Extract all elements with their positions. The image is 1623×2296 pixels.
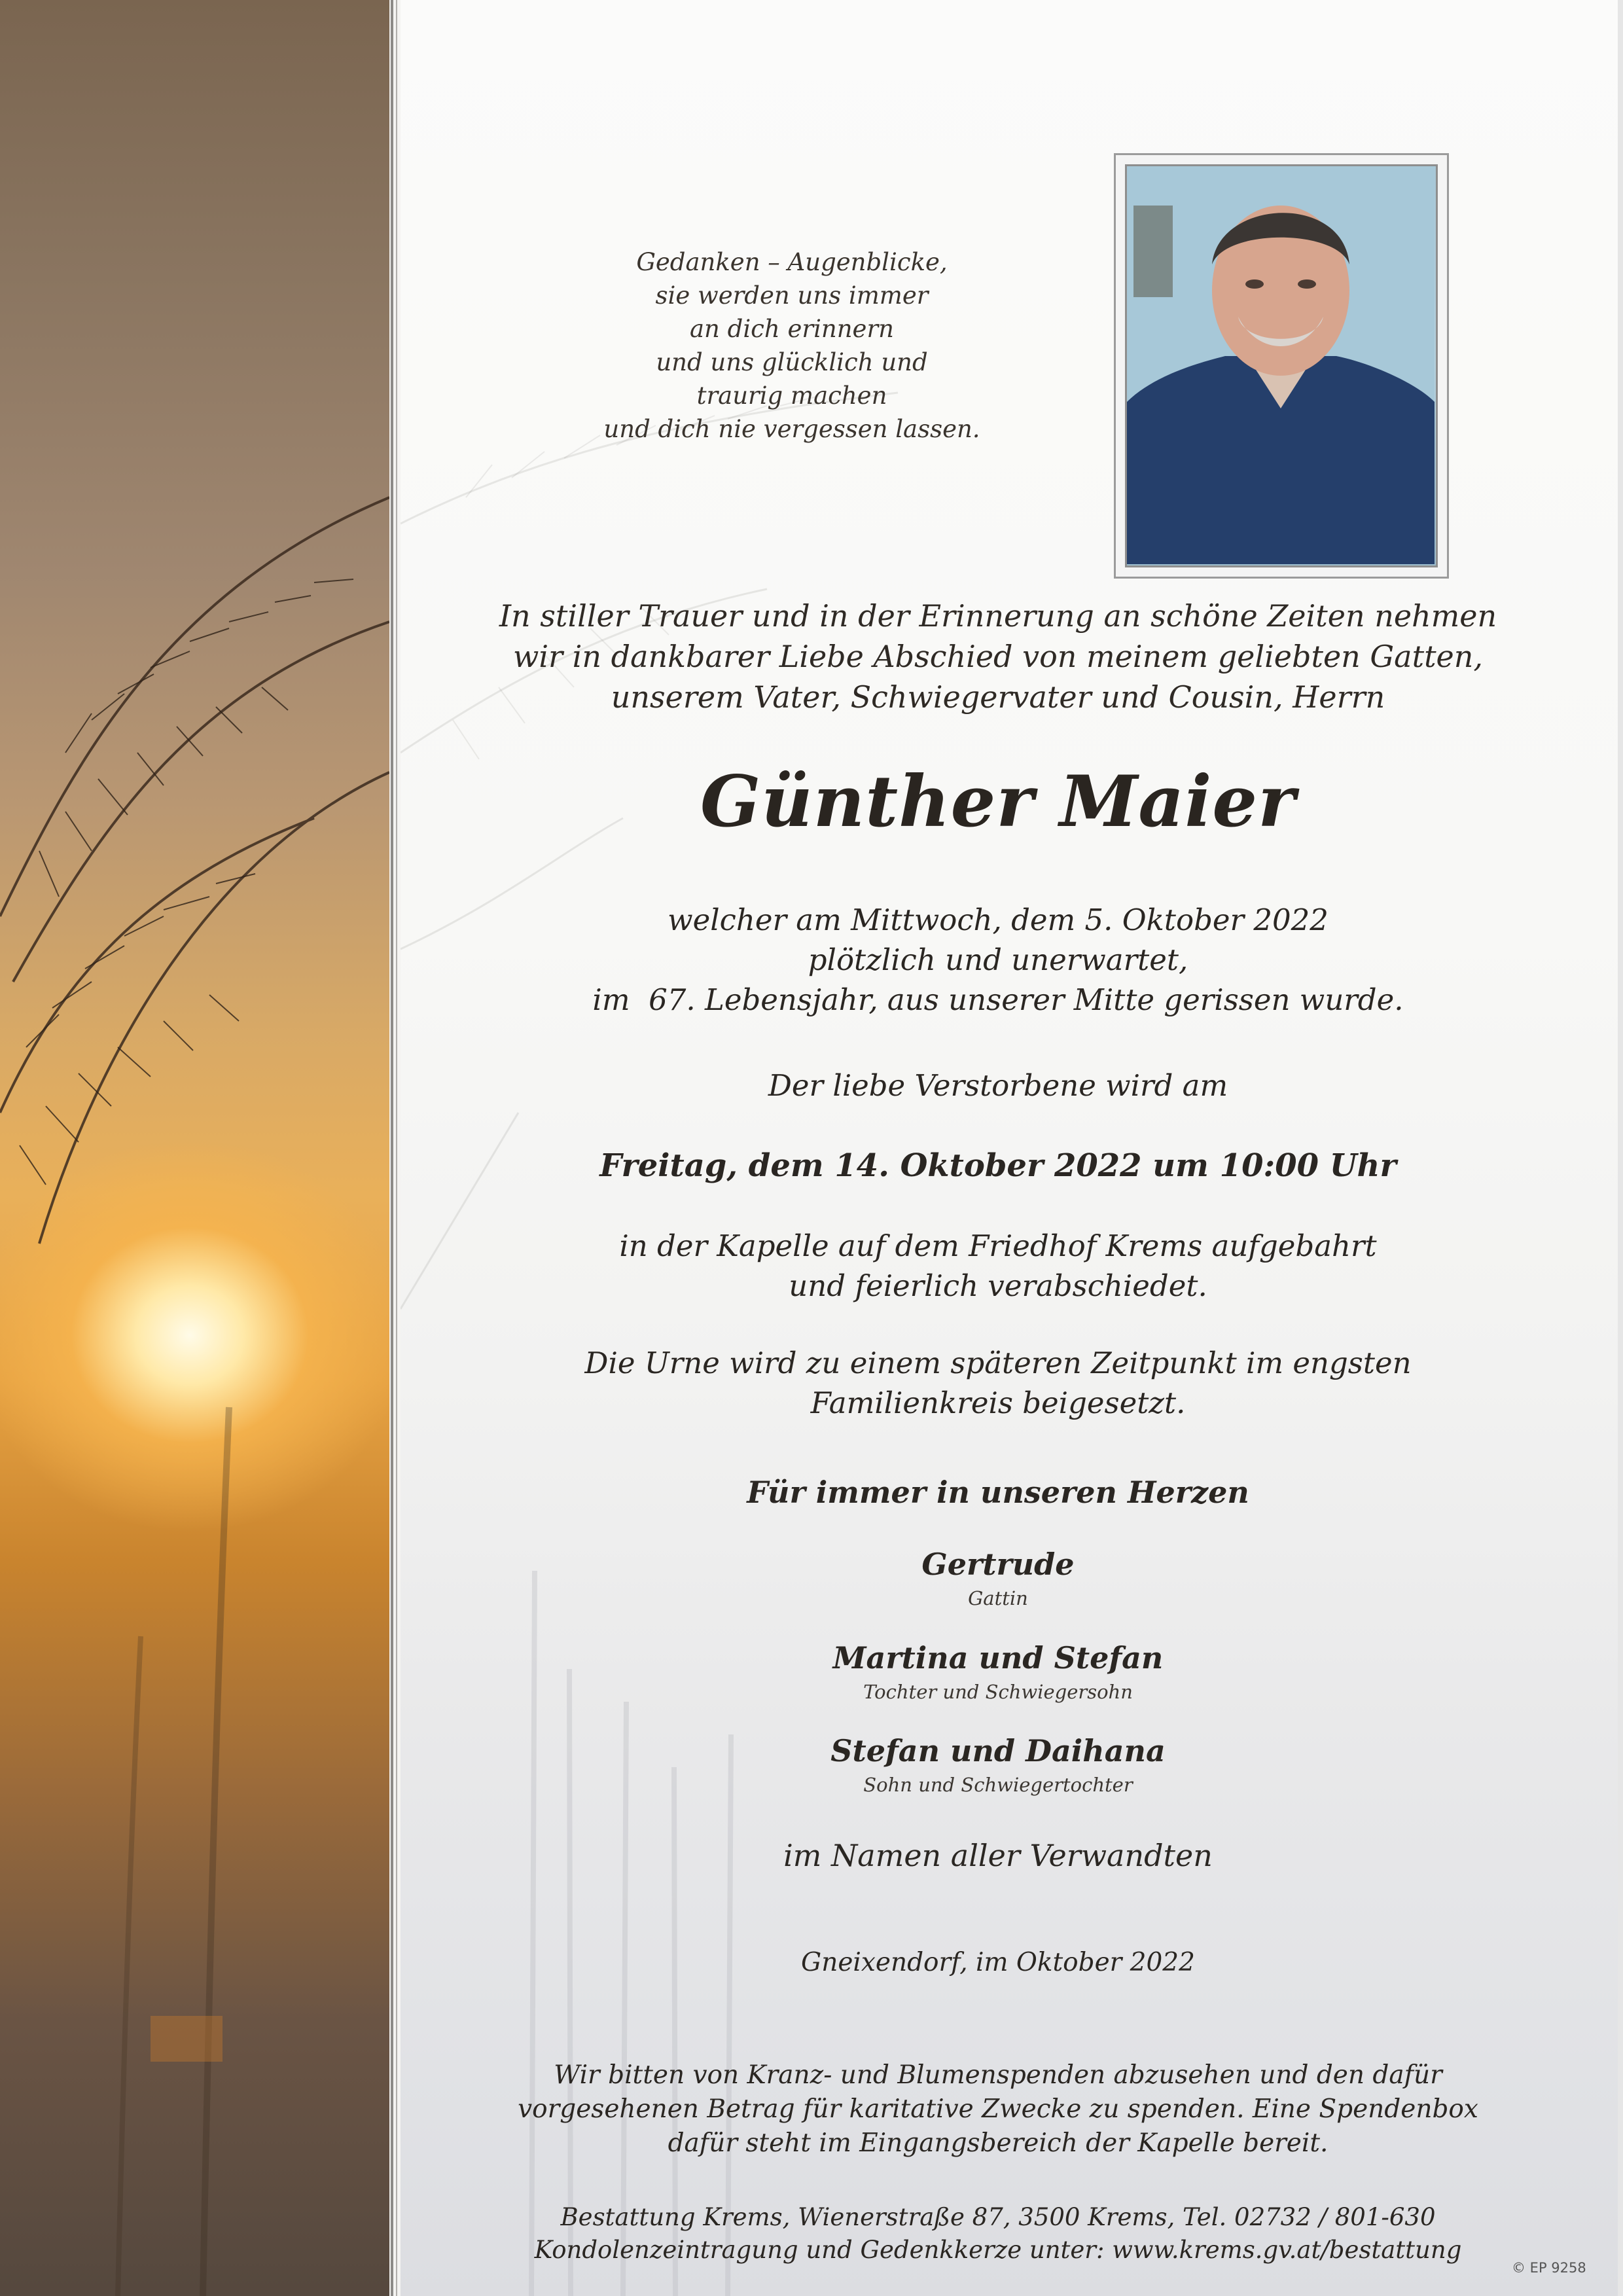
- divider-line-right: [396, 0, 397, 2296]
- intro-line: unserem Vater, Schwiegervater und Cousin, Herrn: [611, 679, 1385, 715]
- chapel-text: [458, 1226, 1538, 1306]
- death-details: [458, 900, 1538, 1020]
- death-line: plötzlich und unerwartet,: [808, 942, 1188, 977]
- intro-text: [458, 596, 1538, 717]
- mourner-name: Martina und Stefan: [832, 1640, 1164, 1676]
- poem-line: traurig machen: [696, 382, 887, 410]
- mourner-role: Sohn und Schwiegertochter: [863, 1774, 1133, 1796]
- mourner-name: Stefan und Daihana: [830, 1733, 1166, 1768]
- poem-line: sie werden uns immer: [655, 281, 929, 310]
- death-line: im 67. Lebensjahr, aus unserer Mitte gerissen wurde.: [592, 982, 1404, 1017]
- reference-code: © EP 9258: [1512, 2260, 1586, 2276]
- poem-line: an dich erinnern: [690, 315, 894, 343]
- relatives-text: im Namen aller Verwandten: [783, 1838, 1213, 1873]
- donation-note: [458, 2058, 1538, 2161]
- death-line: welcher am Mittwoch, dem 5. Oktober 2022: [668, 903, 1329, 937]
- divider-line-left: [391, 0, 393, 2296]
- deceased-name: Günther Maier: [700, 761, 1296, 843]
- chapel-line: und feierlich verabschiedet.: [789, 1268, 1207, 1303]
- poem-line: Gedanken – Augenblicke,: [636, 248, 948, 276]
- portrait-frame: [1114, 153, 1449, 579]
- chapel-line: in der Kapelle auf dem Friedhof Krems aufgebahrt: [619, 1229, 1377, 1263]
- mourners-heading: Für immer in unseren Herzen: [747, 1475, 1249, 1510]
- ceremony-date: Freitag, dem 14. Oktober 2022 um 10:00 Uhr: [599, 1147, 1397, 1184]
- undertaker-link-line[interactable]: Kondolenzeintragung und Gedenkkerze unter: www.krems.gv.at/bestattung: [534, 2236, 1462, 2264]
- poem-line: und uns glücklich und: [656, 348, 928, 376]
- page-edge: [1618, 0, 1623, 2296]
- urn-line: Familienkreis beigesetzt.: [810, 1386, 1186, 1420]
- urn-text: [458, 1343, 1538, 1423]
- urn-line: Die Urne wird zu einem späteren Zeitpunkt im engsten: [584, 1346, 1412, 1380]
- sunset-grass-image: [0, 0, 389, 2296]
- poem-line: und dich nie vergessen lassen.: [603, 415, 980, 443]
- place-date: Gneixendorf, im Oktober 2022: [801, 1948, 1195, 1977]
- mourner-name: Gertrude: [921, 1547, 1075, 1582]
- portrait-silhouette: [1127, 166, 1435, 564]
- grass-silhouette: [0, 0, 389, 2296]
- donation-line: vorgesehenen Betrag für karitative Zwecke zu spenden. Eine Spendenbox: [518, 2094, 1478, 2124]
- mourner-role: Tochter und Schwiegersohn: [863, 1681, 1133, 1703]
- intro-line: In stiller Trauer und in der Erinnerung an schöne Zeiten nehmen: [499, 598, 1497, 634]
- donation-line: dafür steht im Eingangsbereich der Kapelle bereit.: [668, 2128, 1329, 2158]
- portrait-photo: [1125, 164, 1438, 567]
- intro-line: wir in dankbarer Liebe Abschied von meinem geliebten Gatten,: [512, 639, 1484, 674]
- undertaker-line: Bestattung Krems, Wienerstraße 87, 3500 Krems, Tel. 02732 / 801-630: [560, 2203, 1436, 2231]
- ceremony-announcement: Der liebe Verstorbene wird am: [768, 1068, 1228, 1103]
- donation-line: Wir bitten von Kranz- und Blumenspenden abzusehen und den dafür: [554, 2060, 1442, 2090]
- poem: [569, 245, 1014, 446]
- mourner-role: Gattin: [968, 1587, 1028, 1609]
- undertaker-info: [458, 2201, 1538, 2267]
